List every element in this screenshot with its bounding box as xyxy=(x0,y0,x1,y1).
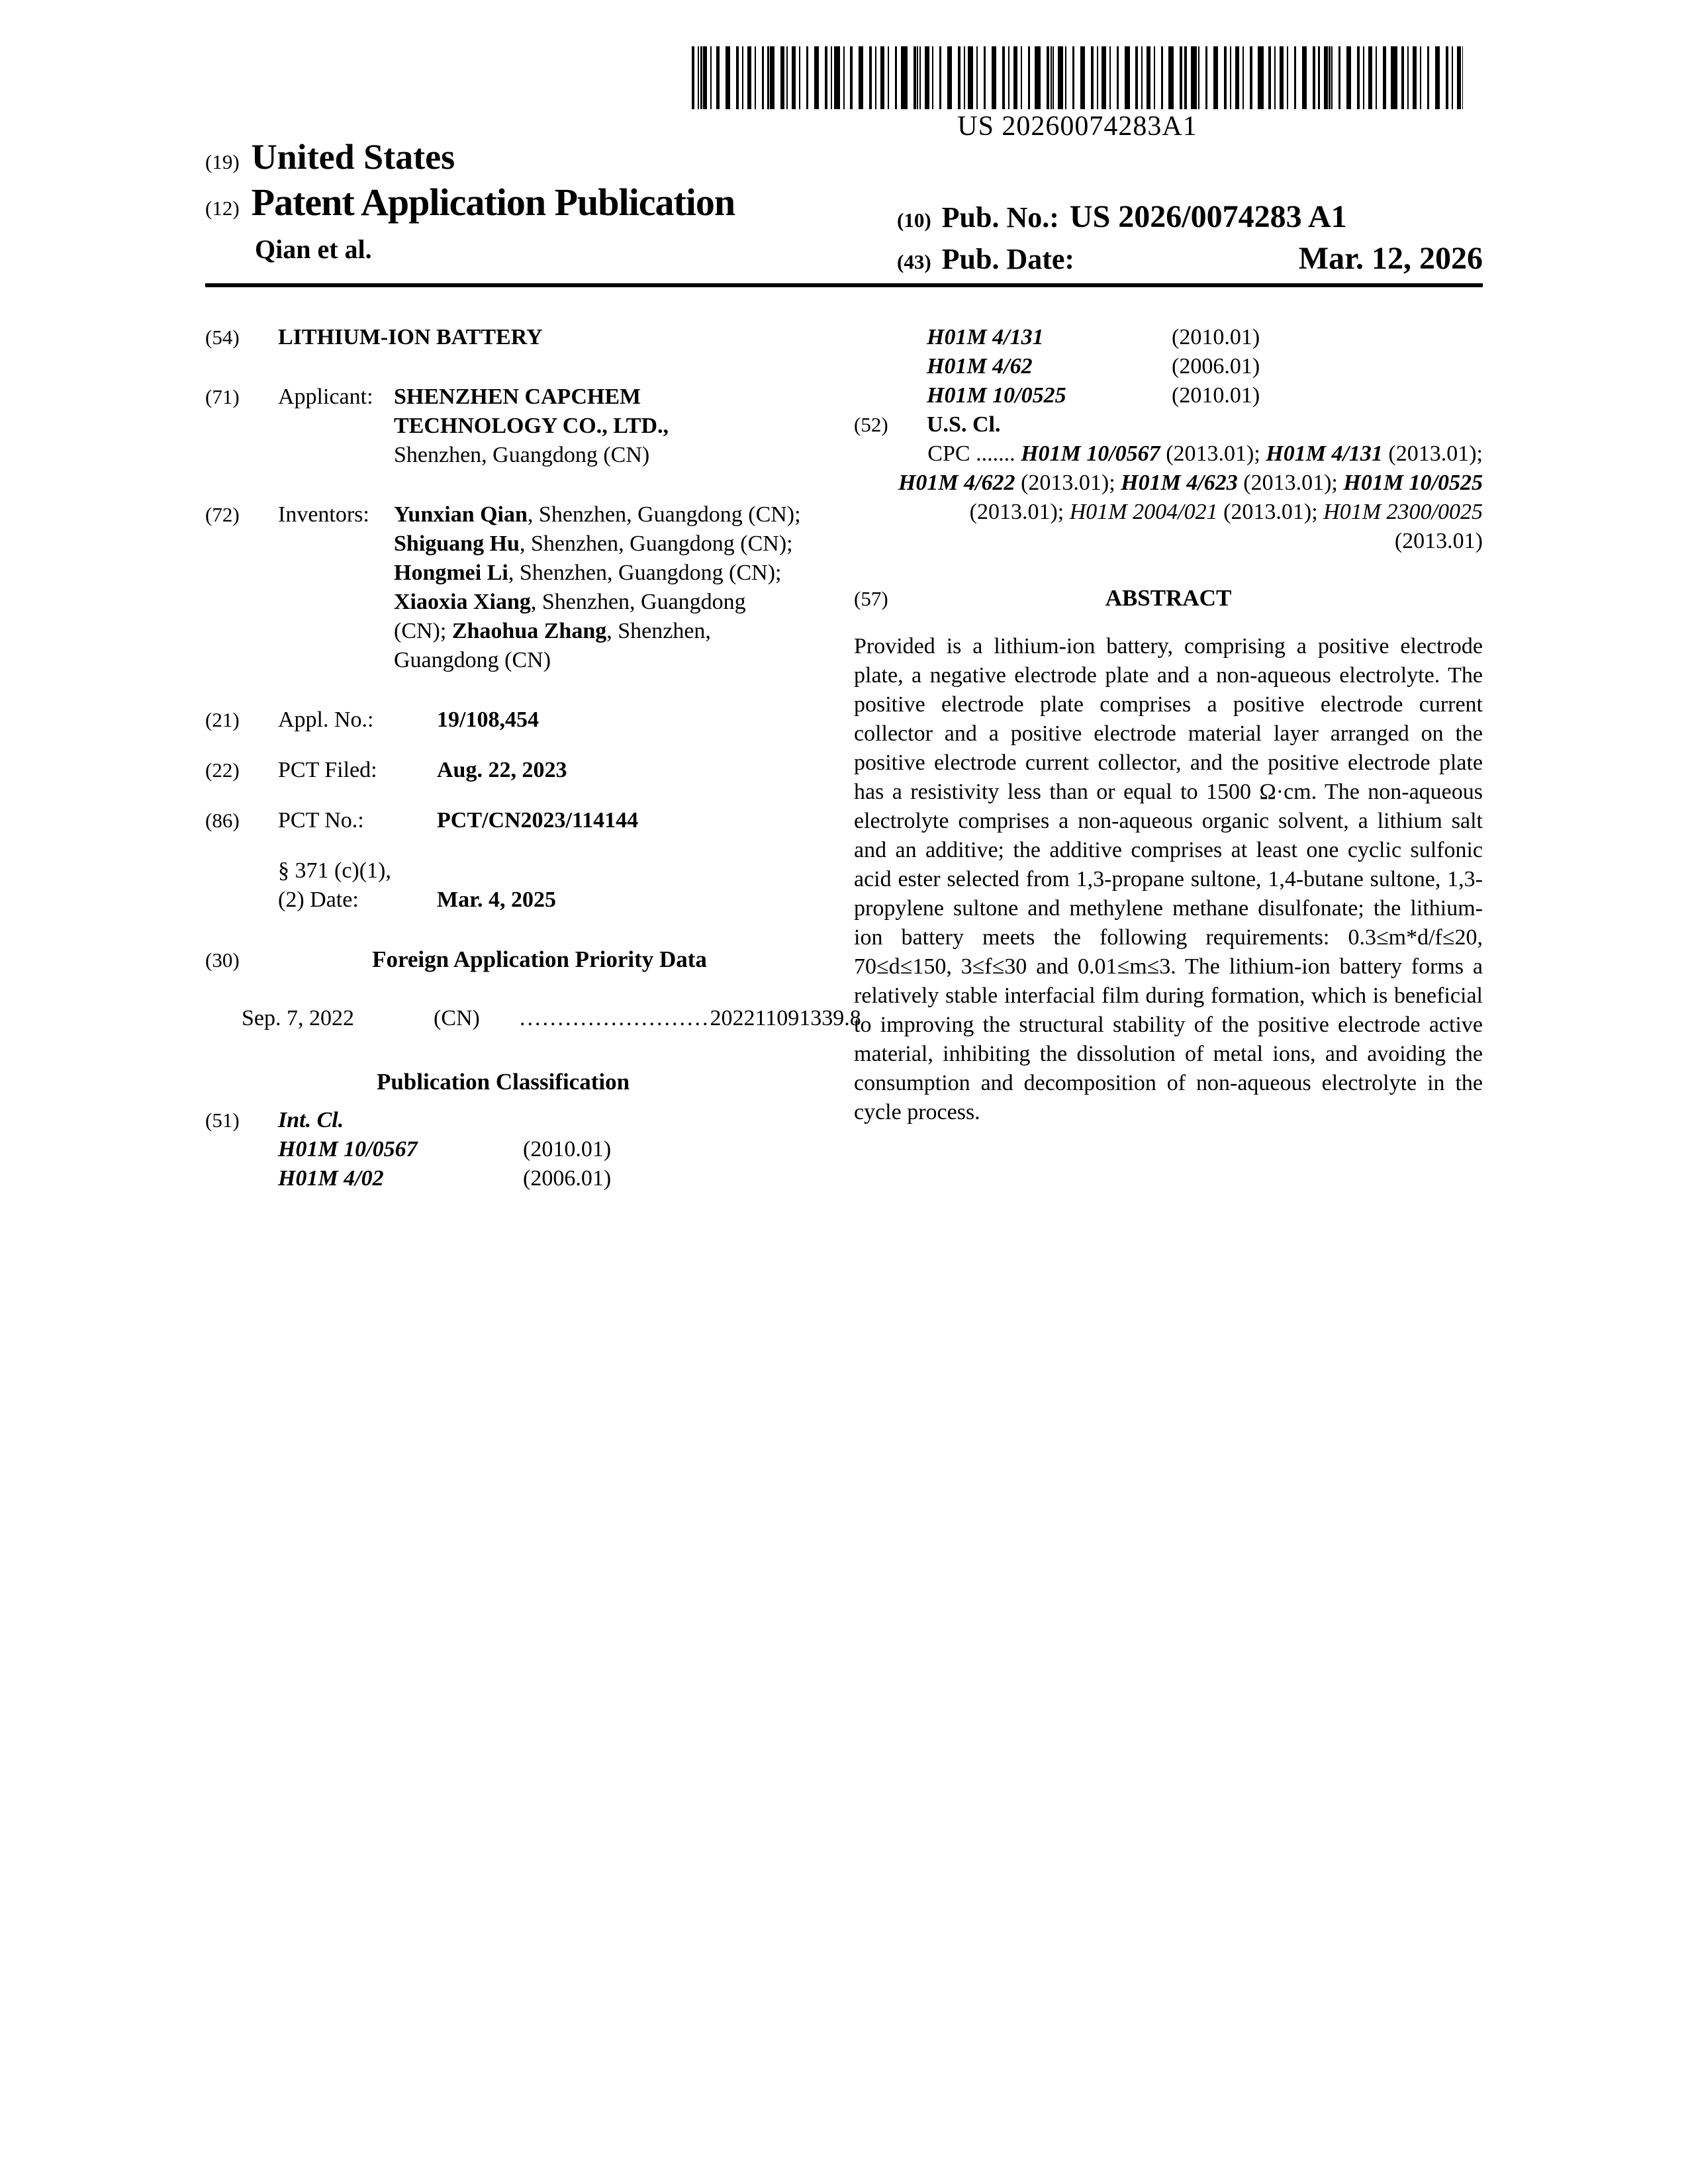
inventor-name: Yunxian Qian xyxy=(394,502,528,527)
title-tag: (54) xyxy=(205,326,240,349)
cpc-version: (2013.01); xyxy=(1015,471,1121,495)
header-divider xyxy=(205,283,1483,287)
inventors-value xyxy=(394,500,801,675)
inventor-name: Shiguang Hu xyxy=(394,531,520,556)
inventor-name: Zhaohua Zhang xyxy=(451,619,607,643)
int-cl-code: H01M 10/0525 xyxy=(927,383,1066,408)
barcode-icon xyxy=(692,46,1463,109)
inventor-name: Xiaoxia Xiang xyxy=(394,590,531,614)
pct-filed-value: Aug. 22, 2023 xyxy=(437,758,567,782)
pct-no-value: PCT/CN2023/114144 xyxy=(437,808,639,833)
appl-no-label: Appl. No.: xyxy=(278,707,374,732)
pub-no-value: US 2026/0074283 A1 xyxy=(1069,199,1347,234)
inventor-name: Hongmei Li xyxy=(394,561,508,585)
priority-leader-dots: ......................... xyxy=(520,1006,710,1030)
int-cl-version: (2006.01) xyxy=(523,1166,612,1191)
sec371-date-value: Mar. 4, 2025 xyxy=(437,887,557,912)
inventors-tag: (72) xyxy=(205,503,240,526)
appl-no-row xyxy=(205,705,801,735)
inventor-location: , Shenzhen, Guangdong (CN); xyxy=(527,502,801,527)
inventors-label: Inventors: xyxy=(278,502,369,527)
inventors-row xyxy=(205,500,801,675)
cpc-code: H01M 2004/021 xyxy=(1069,500,1218,524)
cpc-code: H01M 2300/0025 xyxy=(1323,500,1483,524)
cpc-version: (2013.01); xyxy=(1382,441,1483,466)
inventor-location: , Shenzhen, Guangdong (CN); xyxy=(508,561,782,585)
publication-kind-line xyxy=(205,178,894,227)
publication-classification-heading: Publication Classification xyxy=(376,1069,630,1095)
cpc-version: (2013.01); xyxy=(969,500,1070,524)
priority-heading: Foreign Application Priority Data xyxy=(372,946,707,972)
pub-no-tag: (10) xyxy=(897,208,931,232)
pct-filed-label: PCT Filed: xyxy=(278,758,377,782)
cpc-leader-dots: ....... xyxy=(976,441,1015,466)
cpc-code: H01M 4/622 xyxy=(898,471,1015,495)
applicant-name: SHENZHEN CAPCHEM TECHNOLOGY CO., LTD., xyxy=(394,385,669,438)
pct-no-tag: (86) xyxy=(205,809,240,832)
publication-kind: Patent Application Publication xyxy=(251,181,735,224)
int-cl-version: (2010.01) xyxy=(1172,325,1260,349)
pub-date-tag: (43) xyxy=(897,250,931,273)
header-right xyxy=(897,199,1483,277)
pct-no-label: PCT No.: xyxy=(278,808,364,833)
pct-no-row xyxy=(205,806,801,835)
us-cl-tag: (52) xyxy=(854,413,888,436)
publication-kind-tag: (12) xyxy=(205,197,240,220)
int-cl-entry xyxy=(278,1135,801,1164)
int-cl-version: (2006.01) xyxy=(1172,354,1260,379)
cpc-label: CPC xyxy=(927,441,970,466)
pub-date-line xyxy=(897,240,1483,277)
int-cl-code: H01M 4/131 xyxy=(927,325,1044,349)
country-tag: (19) xyxy=(205,150,240,173)
int-cl-entry xyxy=(278,1164,801,1193)
inventor-location: , Shenzhen, Guangdong (CN) xyxy=(394,619,711,672)
header-left xyxy=(205,136,894,265)
cpc-version: (2013.01) xyxy=(1394,529,1483,553)
country-name: United States xyxy=(251,137,455,177)
applicant-label: Applicant: xyxy=(278,385,373,409)
abstract-text: Provided is a lithium-ion battery, comprising a positive electrode plate, a negative electrode plate and a non-aqueous electrolyte. The positive electrode plate comprises a positive electrode current collector and a positive electrode material layer arranged on the positive electrode current collector, and the positive electrode plate has a resistivity less than or equal to 1500 Ω·cm. The non-aqueous electrolyte comprises a non-aqueous organic solvent, a lithium salt and an additive; the additive comprises at least one cyclic sulfonic acid ester selected from 1,3-propane sultone, 1,4-butane sultone, 1,3-propylene sultone and methylene methane disulfonate; the lithium-ion battery meets the following requirements: 0.3≤m*d/f≤20, 70≤d≤150, 3≤f≤30 and 0.01≤m≤3. The lithium-ion battery forms a relatively stable interfacial film during formation, which is beneficial to improving the structural stability of the positive electrode active material, inhibiting the dissolution of metal ions, and avoiding the consumption and decomposition of non-aqueous electrolyte in the cycle process. xyxy=(854,634,1483,1124)
cpc-code: H01M 10/0567 xyxy=(1021,441,1160,466)
int-cl-code: H01M 10/0567 xyxy=(278,1137,418,1161)
int-cl-version: (2010.01) xyxy=(523,1137,612,1161)
applicant-address: Shenzhen, Guangdong (CN) xyxy=(394,443,650,467)
barcode-number: US 20260074283A1 xyxy=(957,111,1197,142)
int-cl-code: H01M 4/02 xyxy=(278,1166,384,1191)
priority-heading-row xyxy=(205,945,801,975)
cpc-code: H01M 10/0525 xyxy=(1343,471,1483,495)
country-line xyxy=(205,136,894,178)
appl-no-tag: (21) xyxy=(205,708,240,731)
pct-filed-tag: (22) xyxy=(205,758,240,782)
applicant-tag: (71) xyxy=(205,385,240,408)
int-cl-tag: (51) xyxy=(205,1109,240,1132)
left-column xyxy=(205,323,861,1193)
author-line: Qian et al. xyxy=(255,234,372,264)
int-cl-entry xyxy=(927,323,1483,352)
applicant-row xyxy=(205,383,801,470)
cpc-version: (2013.01); xyxy=(1237,471,1344,495)
abstract-heading-row xyxy=(854,584,1483,614)
us-cl-row xyxy=(854,410,1483,439)
pub-date-value: Mar. 12, 2026 xyxy=(1298,241,1483,276)
applicant-value xyxy=(394,383,692,470)
cpc-code: H01M 4/623 xyxy=(1121,471,1238,495)
appl-no-value: 19/108,454 xyxy=(437,707,539,732)
int-cl-entry xyxy=(927,381,1483,410)
cpc-version: (2013.01); xyxy=(1217,500,1324,524)
priority-data-row xyxy=(242,1004,861,1033)
int-cl-row xyxy=(205,1106,801,1135)
cpc-code: H01M 4/131 xyxy=(1266,441,1383,466)
int-cl-version: (2010.01) xyxy=(1172,383,1260,408)
abstract-heading: ABSTRACT xyxy=(1105,585,1232,611)
us-cl-label: U.S. Cl. xyxy=(927,412,1001,437)
invention-title: LITHIUM-ION BATTERY xyxy=(278,325,543,349)
priority-date: Sep. 7, 2022 xyxy=(242,1006,354,1030)
pub-no-label: Pub. No.: xyxy=(941,201,1059,234)
int-cl-label: Int. Cl. xyxy=(278,1108,344,1132)
title-row xyxy=(205,323,801,352)
pub-no-line xyxy=(897,199,1483,235)
priority-tag: (30) xyxy=(205,948,240,972)
int-cl-code: H01M 4/62 xyxy=(927,354,1033,379)
priority-country: (CN) xyxy=(434,1006,480,1030)
pct-filed-row xyxy=(205,756,801,785)
sec371-date-row xyxy=(205,886,801,915)
pub-date-label: Pub. Date: xyxy=(941,243,1075,275)
right-column xyxy=(854,323,1483,1127)
cpc-paragraph xyxy=(890,439,1483,556)
barcode-block xyxy=(692,46,1463,142)
inventor-location: , Shenzhen, Guangdong (CN); xyxy=(519,531,793,556)
abstract-tag: (57) xyxy=(854,587,888,610)
sec371-line: § 371 (c)(1), xyxy=(278,858,391,883)
cpc-version: (2013.01); xyxy=(1160,441,1266,466)
priority-number: 202211091339.8 xyxy=(710,1006,861,1030)
inventor-location: , Shenzhen, Guangdong (CN); xyxy=(394,590,746,643)
int-cl-entry xyxy=(927,352,1483,381)
sec371-date-label: (2) Date: xyxy=(278,887,359,912)
